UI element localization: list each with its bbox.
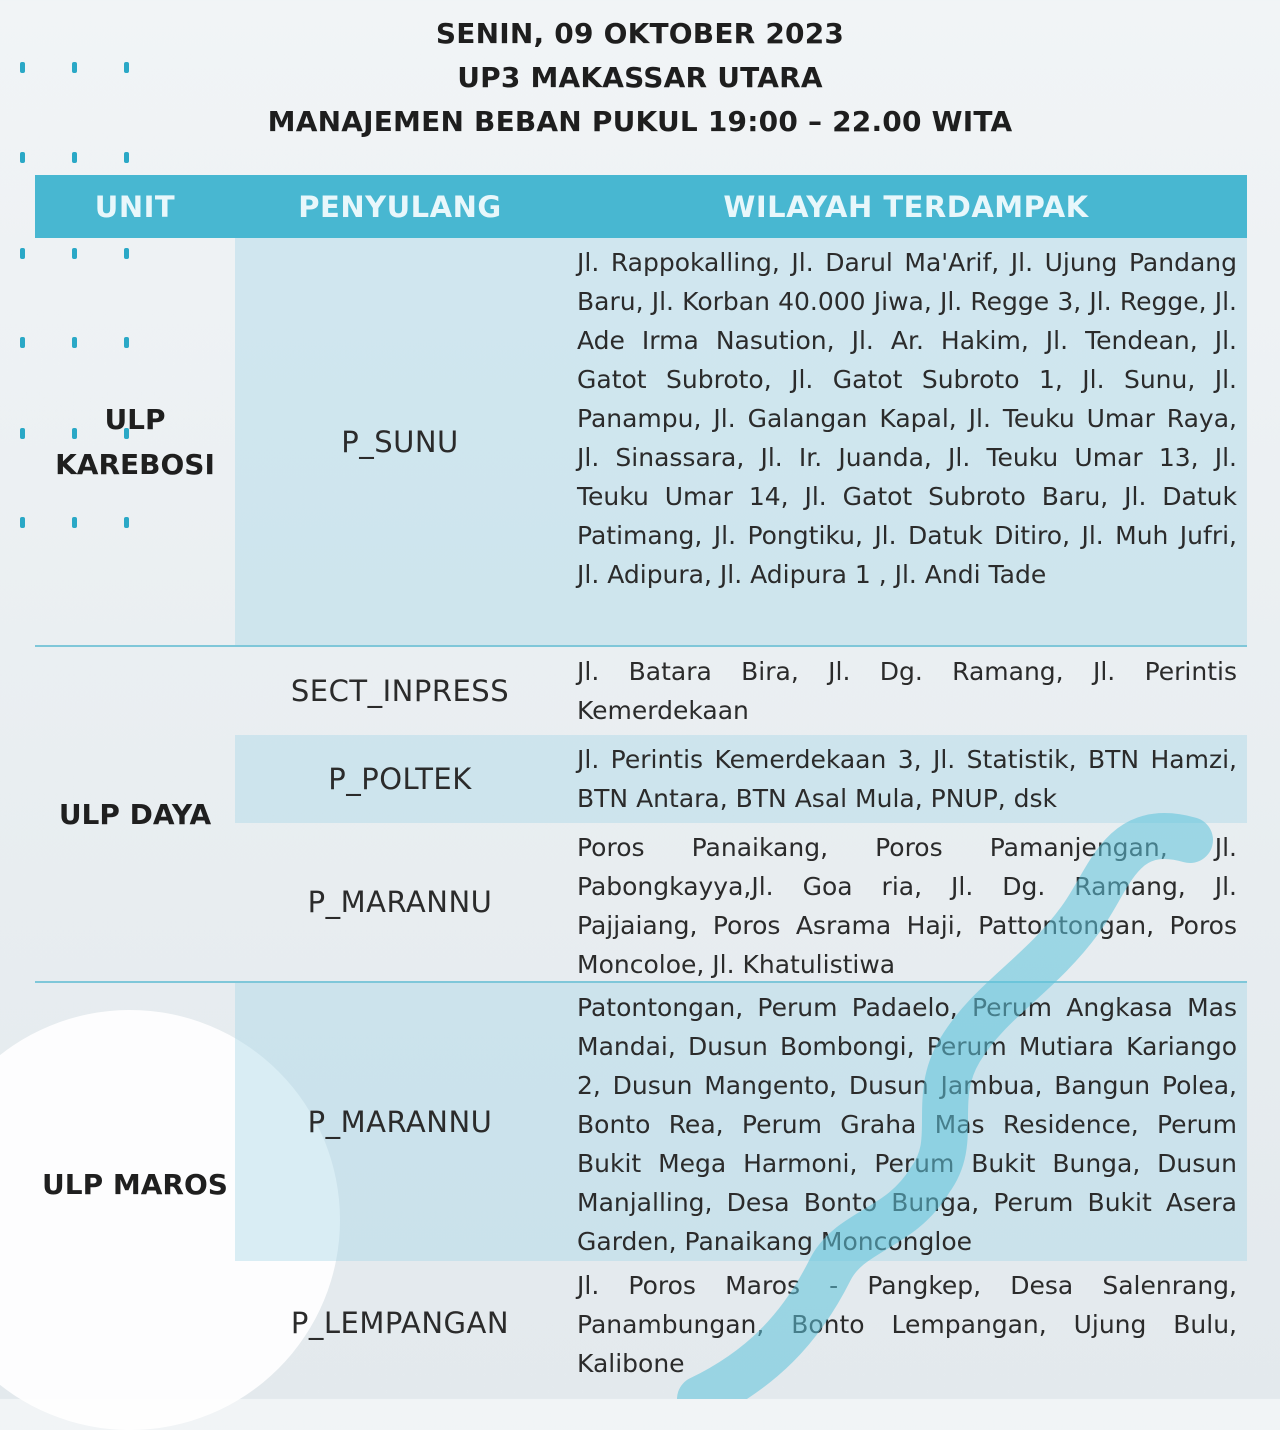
unit-ulp-karebosi: ULP KAREBOSI bbox=[55, 402, 215, 481]
header-date: SENIN, 09 OKTOBER 2023 bbox=[435, 17, 845, 50]
table-row-wilayah: Jl. Batara Bira, Jl. Dg. Ramang, Jl. Perintis Kemerdekaan bbox=[577, 657, 1237, 725]
table-row-penyulang: P_LEMPANGAN bbox=[290, 1306, 510, 1340]
header-unit: UP3 MAKASSAR UTARA bbox=[457, 61, 823, 94]
table-row-penyulang: P_SUNU bbox=[235, 238, 565, 645]
table-header bbox=[35, 175, 1247, 238]
table-row-wilayah: Patontongan, Perum Padaelo, Perum Angkasa Mas Mandai, Dusun Bombongi, Perum Mutiara Kariango 2, Dusun Mangento, Dusun Jambua, Bangun Polea, Bonto Rea, Perum Graha Mas Residence, Perum Bukit Mega Harmoni, Perum Bukit Bunga, Dusun Manjalling, Desa Bonto Bunga, Perum Bukit Asera Garden, Panaikang Moncongloe bbox=[565, 983, 1247, 1261]
table-row-wilayah: Poros Panaikang, Poros Pamanjengan, Jl. Pabongkayya,Jl. Goa ria, Jl. Dg. Ramang, Jl. Pajjaiang, Poros Asrama Haji, Pattontongan, Poros Moncoloe, Jl. Khatulistiwa bbox=[577, 833, 1237, 979]
table-row-penyulang: P_MARANNU bbox=[235, 983, 565, 1261]
column-header-penyulang: PENYULANG bbox=[298, 189, 502, 224]
column-header-unit: UNIT bbox=[94, 189, 176, 224]
table-row-wilayah: Jl. Perintis Kemerdekaan 3, Jl. Statistik, BTN Hamzi, BTN Antara, BTN Asal Mula, PNUP, dsk bbox=[565, 735, 1247, 823]
unit-ulp-daya: ULP DAYA bbox=[58, 797, 212, 831]
table-row-penyulang: P_MARANNU bbox=[307, 885, 493, 919]
column-header-wilayah: WILAYAH TERDAMPAK bbox=[723, 189, 1089, 224]
table-row-wilayah: Jl. Rappokalling, Jl. Darul Ma'Arif, Jl. Ujung Pandang Baru, Jl. Korban 40.000 Jiwa, Jl. Regge 3, Jl. Regge, Jl. Ade Irma Nasution, Jl. Ar. Hakim, Jl. Tendean, Jl. Gatot Subroto, Jl. Gatot Subroto 1, Jl. Sunu, Jl. Panampu, Jl. Galangan Kapal, Jl. Teuku Umar Raya, Jl. Sinassara, Jl. Ir. Juanda, Jl. Teuku Umar 13, Jl. Teuku Umar 14, Jl. Gatot Subroto Baru, Jl. Datuk Patimang, Jl. Pongtiku, Jl. Datuk Ditiro, Jl. Muh Jufri, Jl. Adipura, Jl. Adipura 1 , Jl. Andi Tade bbox=[565, 238, 1247, 645]
page-header bbox=[0, 12, 1280, 144]
unit-ulp-maros: ULP MAROS bbox=[42, 1167, 228, 1201]
header-schedule: MANAJEMEN BEBAN PUKUL 19:00 – 22.00 WITA bbox=[267, 105, 1013, 138]
table-row-penyulang: SECT_INPRESS bbox=[290, 674, 510, 708]
table-row-penyulang: P_POLTEK bbox=[235, 735, 565, 823]
table-row-wilayah: Jl. Poros Maros - Pangkep, Desa Salenrang, Panambungan, Bonto Lempangan, Ujung Bulu, Kalibone bbox=[577, 1271, 1237, 1378]
